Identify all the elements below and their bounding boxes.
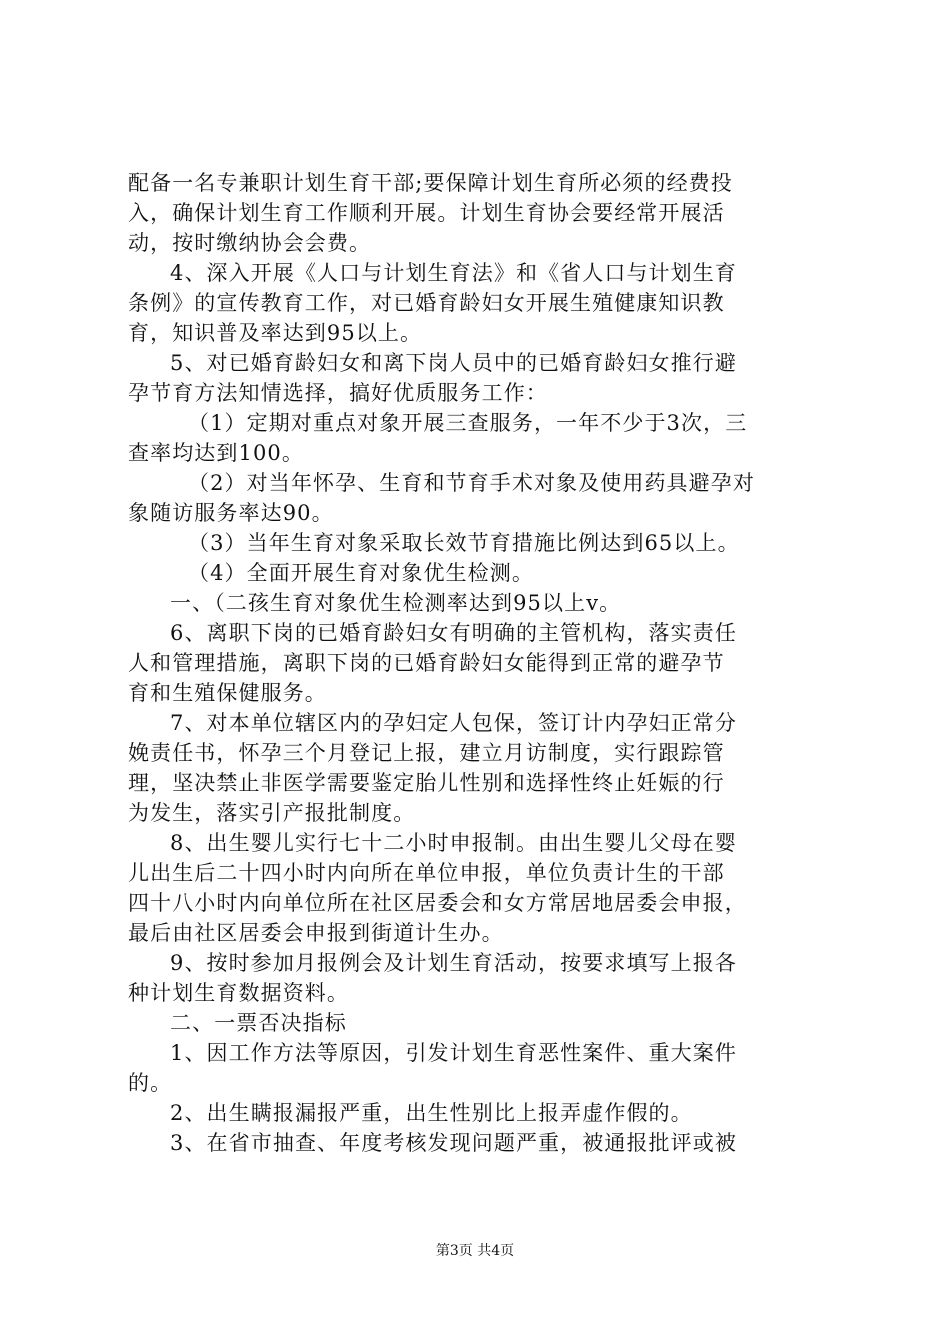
text-line: 3、在省市抽查、年度考核发现问题严重，被通报批评或被 bbox=[170, 1131, 737, 1155]
text-line: 种计划生育数据资料。 bbox=[128, 981, 349, 1005]
text-line: （2）对当年怀孕、生育和节育手术对象及使用药具避孕对 bbox=[188, 471, 755, 495]
text-line: 象随访服务率达90。 bbox=[128, 501, 334, 525]
text-line: 育和生殖保健服务。 bbox=[128, 681, 327, 705]
text-line: 9、按时参加月报例会及计划生育活动，按要求填写上报各 bbox=[170, 951, 737, 975]
page-footer: 第3页 共4页 bbox=[435, 1243, 515, 1259]
text-line: 5、对已婚育龄妇女和离下岗人员中的已婚育龄妇女推行避 bbox=[170, 351, 737, 375]
text-line: 2、出生瞒报漏报严重，出生性别比上报弄虚作假的。 bbox=[170, 1101, 693, 1125]
text-line: 育，知识普及率达到95以上。 bbox=[128, 321, 423, 345]
text-line: 配备一名专兼职计划生育干部;要保障计划生育所必须的经费投 bbox=[128, 171, 733, 195]
document-body bbox=[128, 168, 828, 1158]
text-line: 的。 bbox=[128, 1071, 173, 1095]
text-line: 四十八小时内向单位所在社区居委会和女方常居地居委会申报， bbox=[128, 891, 747, 915]
text-line: 孕节育方法知情选择，搞好优质服务工作： bbox=[128, 381, 548, 405]
text-line: 7、对本单位辖区内的孕妇定人包保，签订计内孕妇正常分 bbox=[170, 711, 737, 735]
text-line: 儿出生后二十四小时内向所在单位申报，单位负责计生的干部 bbox=[128, 861, 725, 885]
text-line: 动，按时缴纳协会会费。 bbox=[128, 231, 372, 255]
text-line: （3）当年生育对象采取长效节育措施比例达到65以上。 bbox=[188, 531, 740, 555]
text-line: 理，坚决禁止非医学需要鉴定胎儿性别和选择性终止妊娠的行 bbox=[128, 771, 725, 795]
text-line: 一、（二孩生育对象优生检测率达到95以上v。 bbox=[170, 591, 622, 615]
text-line: 条例》的宣传教育工作，对已婚育龄妇女开展生殖健康知识教 bbox=[128, 291, 725, 315]
text-line: （1）定期对重点对象开展三查服务，一年不少于3次，三 bbox=[188, 411, 748, 435]
section-heading: 二、一票否决指标 bbox=[170, 1011, 347, 1035]
text-line: 娩责任书，怀孕三个月登记上报，建立月访制度，实行跟踪管 bbox=[128, 741, 725, 765]
text-line: （4）全面开展生育对象优生检测。 bbox=[188, 561, 534, 585]
text-line: 为发生，落实引产报批制度。 bbox=[128, 801, 416, 825]
text-line: 查率均达到100。 bbox=[128, 441, 304, 465]
text-line: 最后由社区居委会申报到街道计生办。 bbox=[128, 921, 504, 945]
text-line: 4、深入开展《人口与计划生育法》和《省人口与计划生育 bbox=[170, 261, 737, 285]
text-line: 入，确保计划生育工作顺利开展。计划生育协会要经常开展活 bbox=[128, 201, 725, 225]
text-line: 人和管理措施，离职下岗的已婚育龄妇女能得到正常的避孕节 bbox=[128, 651, 725, 675]
text-line: 6、离职下岗的已婚育龄妇女有明确的主管机构，落实责任 bbox=[170, 621, 737, 645]
text-line: 8、出生婴儿实行七十二小时申报制。由出生婴儿父母在婴 bbox=[170, 831, 737, 855]
text-line: 1、因工作方法等原因，引发计划生育恶性案件、重大案件 bbox=[170, 1041, 737, 1065]
